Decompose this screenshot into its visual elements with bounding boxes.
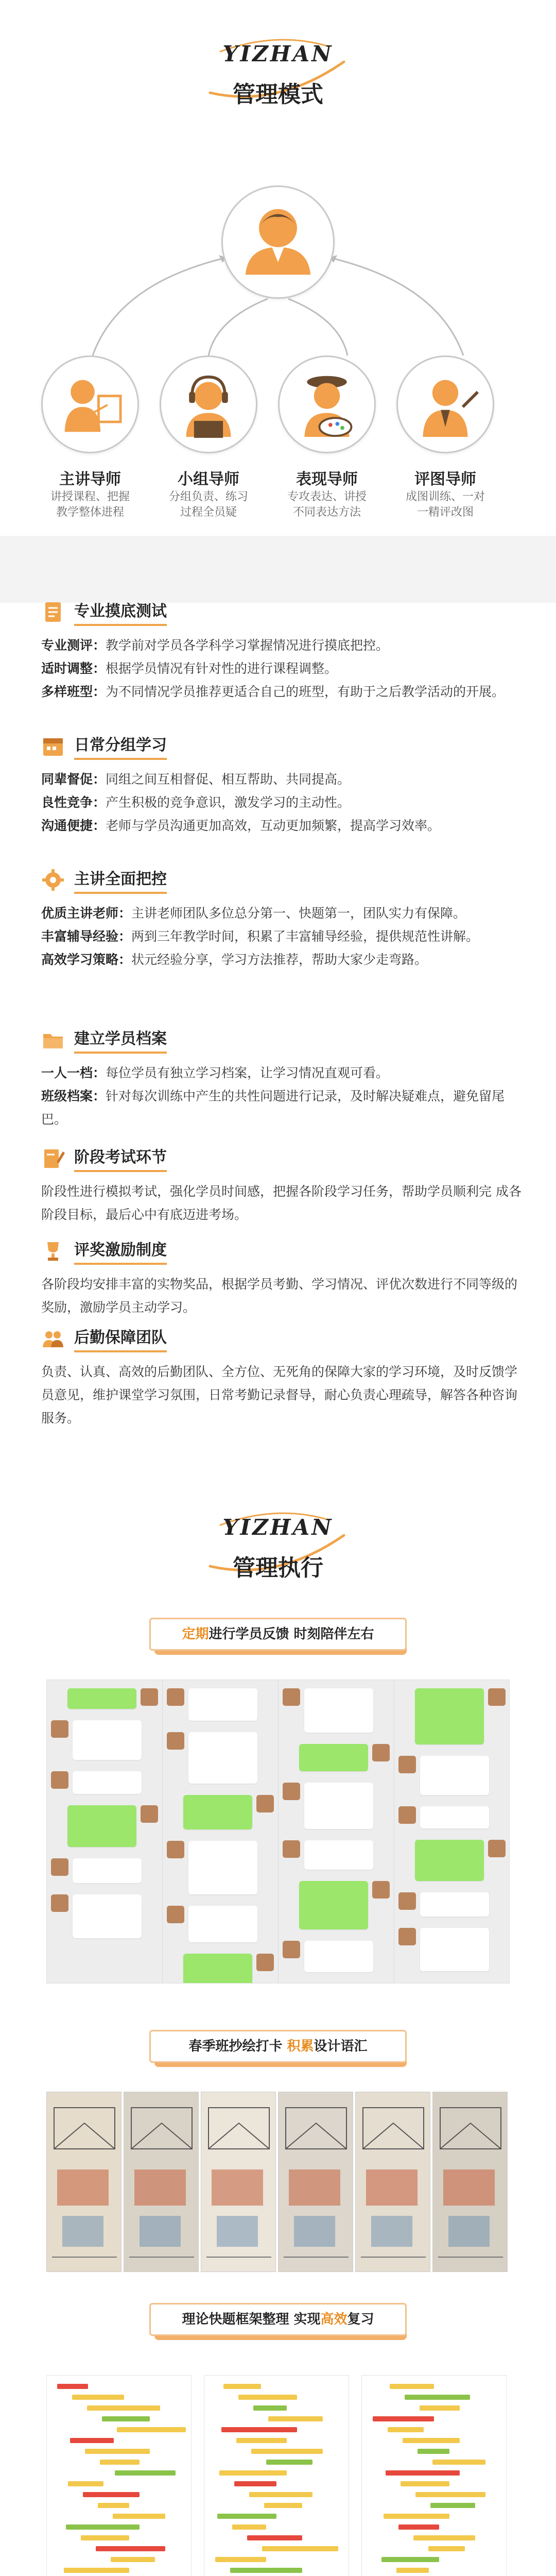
avatar bbox=[51, 1894, 68, 1912]
avatar bbox=[372, 1881, 390, 1899]
section-body bbox=[41, 902, 525, 971]
chat-bubble bbox=[299, 1881, 368, 1929]
mind-map-node bbox=[386, 2470, 460, 2476]
sketch-photo bbox=[432, 2092, 508, 2272]
mind-map-node bbox=[251, 2449, 323, 2454]
section-line-value: 各阶段均安排丰富的实物奖品，根据学员考勤、学习情况、评优次数进行不同等级的奖励，激励学员主动学习。 bbox=[41, 1277, 518, 1315]
mind-map-node bbox=[219, 2470, 287, 2476]
section-line-key: 同辈督促： bbox=[41, 772, 106, 787]
mind-map-node bbox=[405, 2395, 470, 2400]
subtitle-feedback: 定期进行学员反馈 时刻陪伴左右 bbox=[149, 1618, 407, 1651]
chat-screenshot bbox=[47, 1680, 163, 1983]
section-title: 专业摸底测试 bbox=[74, 598, 167, 626]
role-desc-group: 分组负责、练习 过程全员疑 bbox=[168, 490, 248, 519]
section-line-key: 良性竞争： bbox=[41, 795, 106, 810]
section-block bbox=[41, 1236, 525, 1319]
section-line-key: 专业测评： bbox=[41, 638, 106, 653]
role-circle-lecturer bbox=[41, 355, 139, 453]
folder-icon bbox=[41, 1028, 65, 1052]
page-title: 管理模式 bbox=[233, 81, 323, 108]
chat-bubble bbox=[420, 1806, 489, 1828]
section-line bbox=[41, 1084, 525, 1131]
section-title: 评奖激励制度 bbox=[74, 1237, 167, 1265]
sketch-photo bbox=[355, 2092, 430, 2272]
avatar bbox=[167, 1688, 184, 1706]
mind-map-node bbox=[217, 2514, 276, 2519]
mind-map-node bbox=[388, 2427, 424, 2432]
mind-map-node bbox=[81, 2535, 129, 2540]
mind-map-node bbox=[232, 2524, 266, 2530]
section-line bbox=[41, 791, 525, 814]
avatar bbox=[398, 1756, 416, 1773]
mind-map-node bbox=[415, 2492, 485, 2497]
role-circle-review bbox=[396, 355, 494, 453]
section-line bbox=[41, 1061, 525, 1084]
avatar bbox=[51, 1858, 68, 1876]
role-circle-expression bbox=[278, 355, 376, 453]
section-line-key: 沟通便捷： bbox=[41, 818, 106, 833]
avatar bbox=[167, 1841, 184, 1858]
mind-map-node bbox=[87, 2405, 160, 2411]
mind-map-node bbox=[390, 2384, 434, 2389]
mind-map-node bbox=[420, 2405, 460, 2411]
avatar bbox=[398, 1806, 416, 1824]
mind-map-node bbox=[115, 2470, 176, 2476]
sketch-photo bbox=[201, 2092, 276, 2272]
section-line-value: 针对每次训练中产生的共性问题进行记录，及时解决疑难点，避免留尾巴。 bbox=[41, 1089, 505, 1127]
mind-map-node bbox=[111, 2557, 155, 2562]
mind-map-node bbox=[68, 2481, 103, 2486]
chat-bubble bbox=[299, 1744, 368, 1771]
avatar bbox=[167, 1906, 184, 1923]
mind-map-node bbox=[96, 2546, 165, 2551]
section-line-key: 多样班型： bbox=[41, 684, 106, 699]
mind-map-node bbox=[57, 2384, 88, 2389]
sketch-checkin-photos bbox=[46, 2087, 510, 2282]
mind-map-node bbox=[102, 2416, 150, 2421]
section-line bbox=[41, 657, 525, 680]
section-line-value: 老师与学员沟通更加高效，互动更加频繁，提高学习效率。 bbox=[106, 818, 441, 833]
mind-map-node bbox=[221, 2427, 297, 2432]
section-header bbox=[41, 1025, 525, 1054]
mind-map-node bbox=[401, 2481, 449, 2486]
section-body bbox=[41, 768, 525, 837]
mind-map-node bbox=[234, 2481, 276, 2486]
pencil-paper-icon bbox=[41, 1146, 65, 1170]
chat-bubble bbox=[304, 1783, 373, 1829]
mind-map-node bbox=[268, 2416, 323, 2421]
section-body bbox=[41, 1180, 525, 1226]
avatar bbox=[488, 1840, 506, 1857]
chat-feedback-screenshots bbox=[46, 1680, 510, 1984]
avatar bbox=[256, 1954, 274, 1971]
section-header bbox=[41, 732, 525, 760]
mind-map-image bbox=[46, 2375, 192, 2576]
section-body bbox=[41, 1061, 525, 1131]
sketch-photo bbox=[46, 2092, 121, 2272]
mind-map-node bbox=[70, 2438, 114, 2443]
lecturer-icon bbox=[43, 357, 137, 452]
chat-bubble bbox=[420, 1756, 489, 1795]
avatar bbox=[51, 1771, 68, 1789]
mind-map-node bbox=[100, 2460, 140, 2465]
section-line bbox=[41, 948, 525, 971]
avatar bbox=[398, 1892, 416, 1910]
chat-screenshot bbox=[279, 1680, 394, 1983]
sketch-photo bbox=[124, 2092, 199, 2272]
section-block bbox=[41, 1025, 525, 1131]
role-circle-group bbox=[160, 355, 257, 453]
role-name-group: 小组导师 bbox=[178, 470, 239, 488]
header bbox=[0, 41, 556, 109]
mind-map-node bbox=[85, 2449, 150, 2454]
section-line bbox=[41, 814, 525, 837]
role-name-review: 评图导师 bbox=[414, 470, 476, 488]
mind-map-node bbox=[236, 2438, 287, 2443]
avatar bbox=[372, 1744, 390, 1761]
role-name-lecturer: 主讲导师 bbox=[59, 470, 121, 488]
mind-map-node bbox=[430, 2503, 475, 2508]
mind-map-node bbox=[215, 2557, 266, 2562]
section-line-value: 产生积极的竞争意识，激发学习的主动性。 bbox=[106, 795, 351, 810]
brand-logo: YIZHAN bbox=[222, 41, 334, 66]
role-desc-lecturer: 讲授课程、把握 教学整体进程 bbox=[50, 490, 130, 519]
chat-bubble bbox=[188, 1906, 257, 1942]
reviewer-icon bbox=[398, 357, 493, 452]
section-line-value: 教学前对学员各学科学习掌握情况进行摸底把控。 bbox=[106, 638, 389, 653]
mind-map-node bbox=[381, 2557, 439, 2562]
mind-map-node bbox=[64, 2568, 129, 2573]
chat-bubble bbox=[304, 1688, 373, 1733]
avatar bbox=[51, 1720, 68, 1738]
trophy-icon bbox=[41, 1239, 65, 1263]
section-header bbox=[41, 1236, 525, 1265]
chat-bubble bbox=[415, 1688, 484, 1744]
avatar bbox=[141, 1688, 158, 1706]
chat-bubble bbox=[67, 1688, 136, 1709]
avatar bbox=[167, 1732, 184, 1750]
avatar bbox=[398, 1928, 416, 1945]
chat-bubble bbox=[188, 1732, 257, 1784]
chat-bubble bbox=[420, 1892, 489, 1917]
avatar bbox=[256, 1795, 274, 1812]
section-block bbox=[41, 866, 525, 971]
mind-map-node bbox=[113, 2514, 165, 2519]
mind-map-node bbox=[262, 2546, 338, 2551]
chat-bubble bbox=[304, 1941, 373, 1972]
section-block bbox=[41, 732, 525, 837]
sketch-photo bbox=[278, 2092, 353, 2272]
teacher-avatar-icon bbox=[223, 187, 333, 297]
chat-screenshot bbox=[163, 1680, 279, 1983]
section-line bbox=[41, 680, 525, 703]
mind-map-node bbox=[223, 2384, 261, 2389]
role-desc-review: 成图训练、一对 一精评改图 bbox=[405, 490, 485, 519]
execution-header bbox=[0, 1515, 556, 1582]
teacher-roles-chart bbox=[0, 185, 556, 567]
mind-map-node bbox=[373, 2416, 434, 2421]
mind-map-node bbox=[266, 2460, 312, 2465]
avatar bbox=[283, 1688, 300, 1706]
chat-bubble bbox=[420, 1928, 489, 1971]
avatar bbox=[488, 1688, 506, 1706]
chat-bubble bbox=[188, 1841, 257, 1894]
mind-map-notes bbox=[46, 2370, 510, 2576]
section-title: 主讲全面把控 bbox=[74, 866, 167, 894]
mind-map-node bbox=[264, 2503, 302, 2508]
chat-bubble bbox=[73, 1720, 142, 1760]
avatar bbox=[283, 1840, 300, 1858]
avatar bbox=[283, 1941, 300, 1958]
mind-map-node bbox=[117, 2427, 186, 2432]
mind-map-node bbox=[384, 2514, 449, 2519]
section-header bbox=[41, 1144, 525, 1173]
section-header bbox=[41, 1324, 525, 1353]
section-line bbox=[41, 1180, 525, 1226]
chat-bubble bbox=[415, 1840, 484, 1881]
section-block bbox=[41, 1144, 525, 1226]
section-title: 后勤保障团队 bbox=[74, 1325, 167, 1352]
gear-icon bbox=[41, 868, 65, 892]
headset-icon bbox=[161, 357, 256, 452]
chat-bubble bbox=[73, 1858, 142, 1883]
section-line bbox=[41, 634, 525, 657]
chat-screenshot bbox=[394, 1680, 510, 1983]
section-title: 阶段考试环节 bbox=[74, 1144, 167, 1172]
section-body bbox=[41, 634, 525, 703]
section-line-key: 一人一档： bbox=[41, 1065, 106, 1080]
section-title: 日常分组学习 bbox=[74, 732, 167, 760]
mind-map-node bbox=[238, 2395, 297, 2400]
section-line bbox=[41, 925, 525, 948]
section-block bbox=[41, 1324, 525, 1430]
section-line-value: 同组之间互相督促、相互帮助、共同提高。 bbox=[106, 772, 351, 787]
section-line-value: 根据学员情况有针对性的进行课程调整。 bbox=[106, 661, 338, 676]
mind-map-image bbox=[361, 2375, 507, 2576]
chat-bubble bbox=[304, 1840, 373, 1870]
subtitle-sketch: 春季班抄绘打卡 积累设计语汇 bbox=[149, 2030, 407, 2063]
section-line-key: 优质主讲老师： bbox=[41, 906, 132, 921]
chat-bubble bbox=[183, 1795, 252, 1829]
role-name-expression: 表现导师 bbox=[296, 470, 358, 488]
chat-bubble bbox=[73, 1894, 142, 1938]
subtitle-mindmap: 理论快题框架整理 实现高效复习 bbox=[149, 2303, 407, 2336]
calendar-icon bbox=[41, 734, 65, 758]
role-desc-expression: 专攻表达、讲授 不同表达方法 bbox=[287, 490, 367, 519]
execution-title: 管理执行 bbox=[233, 1555, 323, 1581]
section-line-key: 丰富辅导经验： bbox=[41, 929, 132, 944]
section-block bbox=[41, 598, 525, 703]
section-title: 建立学员档案 bbox=[74, 1026, 167, 1054]
mind-map-node bbox=[249, 2492, 312, 2497]
mind-map-node bbox=[247, 2535, 302, 2540]
section-line bbox=[41, 1273, 525, 1319]
mind-map-node bbox=[413, 2535, 475, 2540]
avatar bbox=[141, 1805, 158, 1823]
section-line-key: 适时调整： bbox=[41, 661, 106, 676]
section-body bbox=[41, 1360, 525, 1430]
section-line-key: 高效学习策略： bbox=[41, 952, 132, 967]
mind-map-image bbox=[204, 2375, 349, 2576]
section-line-value: 两到三年教学时间，积累了丰富辅导经验，提供规范性讲解。 bbox=[131, 929, 479, 944]
mind-map-node bbox=[403, 2438, 460, 2443]
section-line bbox=[41, 768, 525, 791]
section-line bbox=[41, 902, 525, 925]
mind-map-node bbox=[66, 2524, 140, 2530]
section-line-key: 班级档案： bbox=[41, 1089, 106, 1104]
chat-bubble bbox=[183, 1954, 252, 1984]
section-header bbox=[41, 598, 525, 626]
section-line-value: 负责、认真、高效的后勤团队、全方位、无死角的保障大家的学习环境，及时反馈学员意见，维护课堂学习氛围，日常考勤记录督导，耐心负责心理疏导，解答各种咨询服务。 bbox=[41, 1364, 518, 1426]
chat-bubble bbox=[73, 1771, 142, 1794]
section-line bbox=[41, 1360, 525, 1430]
section-header bbox=[41, 866, 525, 894]
section-line-value: 状元经验分享，学习方法推荐，帮助大家少走弯路。 bbox=[131, 952, 428, 967]
mind-map-node bbox=[398, 2524, 439, 2530]
chat-bubble bbox=[67, 1805, 136, 1847]
mind-map-node bbox=[432, 2460, 485, 2465]
mind-map-node bbox=[98, 2503, 129, 2508]
mind-map-node bbox=[418, 2449, 449, 2454]
mind-map-node bbox=[253, 2405, 287, 2411]
team-icon bbox=[41, 1327, 65, 1350]
mind-map-node bbox=[428, 2546, 465, 2551]
section-body bbox=[41, 1273, 525, 1319]
execution-brand-logo: YIZHAN bbox=[222, 1515, 334, 1540]
section-line-value: 每位学员有独立学习档案，让学习情况直观可看。 bbox=[106, 1065, 389, 1080]
section-line-value: 主讲老师团队多位总分第一、快题第一，团队实力有保障。 bbox=[131, 906, 466, 921]
section-line-value: 阶段性进行模拟考试，强化学员时间感，把握各阶段学习任务，帮助学员顺利完 成各阶段目标，最后心中有底迈进考场。 bbox=[41, 1184, 522, 1222]
mind-map-node bbox=[72, 2395, 124, 2400]
section-line-value: 为不同情况学员推荐更适合自己的班型，有助于之后教学活动的开展。 bbox=[106, 684, 505, 699]
painter-icon bbox=[280, 357, 374, 452]
mind-map-node bbox=[83, 2492, 140, 2497]
chat-bubble bbox=[188, 1688, 257, 1721]
mind-map-node bbox=[396, 2568, 429, 2573]
document-icon bbox=[41, 600, 65, 624]
avatar bbox=[283, 1783, 300, 1800]
mind-map-node bbox=[230, 2568, 302, 2573]
head-teacher-circle bbox=[221, 185, 335, 299]
